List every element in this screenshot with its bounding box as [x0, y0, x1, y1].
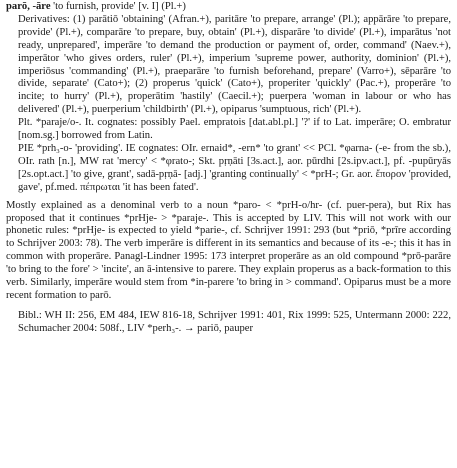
discussion-paragraph: Mostly explained as a denominal verb to a noun *paro- < *prH-o/hr- (cf. puer-pera), but Rix has proposed that it continues *prHje- > *paraje-. This is accepted by LIV. This will not work with our phonetic rules: *prHje- is expected to yield *parie-, cf. Schrijver 1991: 293 (but *priō, *prīre according to Schrijver 2003: 78). The verb imperāre is different in its semantics and because of its -e-; this it has in common with properāre. Panagl-Lindner 1995: 173 interpret properāre as an old compound *prō-parāre 'to bring to the fore' > 'incite', an ā-intensive to parere. They explain properus as a back-formation to this verb. Similarly, imperāre would stem from *in-parere 'to bring in > command'. Opiparus must be a more recent formation to parō. [6, 199, 451, 301]
headword: parō, -āre [6, 1, 51, 12]
entry-headline [6, 1, 451, 14]
derivatives-paragraph: Derivatives: (1) parātiō 'obtaining' (Afran.+), paritāre 'to prepare, arrange' (Pl.); appārāre 'to prepare, provide' (Pl.+), comparāre 'to prepare, buy, obtain' (Pl.+), disparāre 'to divide' (Pl.+), imparātus 'not ready, unprepared', imperāre 'to demand the production or payment of, order, command' (Naev.+), imperātor 'who gives orders, ruler' (Pl.+), imperium 'supreme power, authority, dominion' (Pl.+), imperiōsus 'commanding' (Pl.+), praeparāre 'to furnish beforehand, prepare' (Varro+), sēparāre 'to divide, separate' (Cato+); (2) properus 'quick' (Cato+), properiter 'quickly' (Pac.+), properāre 'to incite; to hurry' (Pl.+), properātim 'hastily' (Caecil.+); puerpera 'woman in labour or who has delivered' (Pl.+), puerperium 'childbirth' (Pl.+), opiparus 'sumptuous, rich' (Pl.+). [18, 13, 451, 116]
pie-paragraph: PIE *prh₃-o- 'providing'. IE cognates: OIr. ernaid*, -ern* 'to grant' << PCl. *φarna- (-e- from the sb.), OIr. rath [n.], MW rat 'mercy' < *φrato-; Skt. pṛṇāti [3s.act.], aor. pūrdhi [2s.ipv.act.], pf. -pupūryās [2s.opt.act.] 'to give, grant', sadā-pṛṇā- [adj.] 'granting continually' < *prH-; Gr. aor. ἔπορον 'provided, gave', pf.med. πέπρωται 'it has been fated'. [18, 142, 451, 193]
paragraph-gap [6, 303, 451, 308]
bibliography-paragraph: Bibl.: WH II: 256, EM 484, IEW 816-18, Schrijver 1991: 401, Rix 1999: 525, Untermann 2000: 222, Schumacher 2004: 508f., LIV *perh₃-. → pariō, pauper [18, 309, 451, 334]
headword-gloss: 'to furnish, provide' [v. I] (Pl.+) [50, 1, 186, 12]
proto-italic-paragraph: Plt. *paraje/o-. It. cognates: possibly Pael. empratois [dat.abl.pl.] '?' if to Lat. imperāre; O. embratur [nom.sg.] borrowed from Latin. [18, 117, 451, 142]
